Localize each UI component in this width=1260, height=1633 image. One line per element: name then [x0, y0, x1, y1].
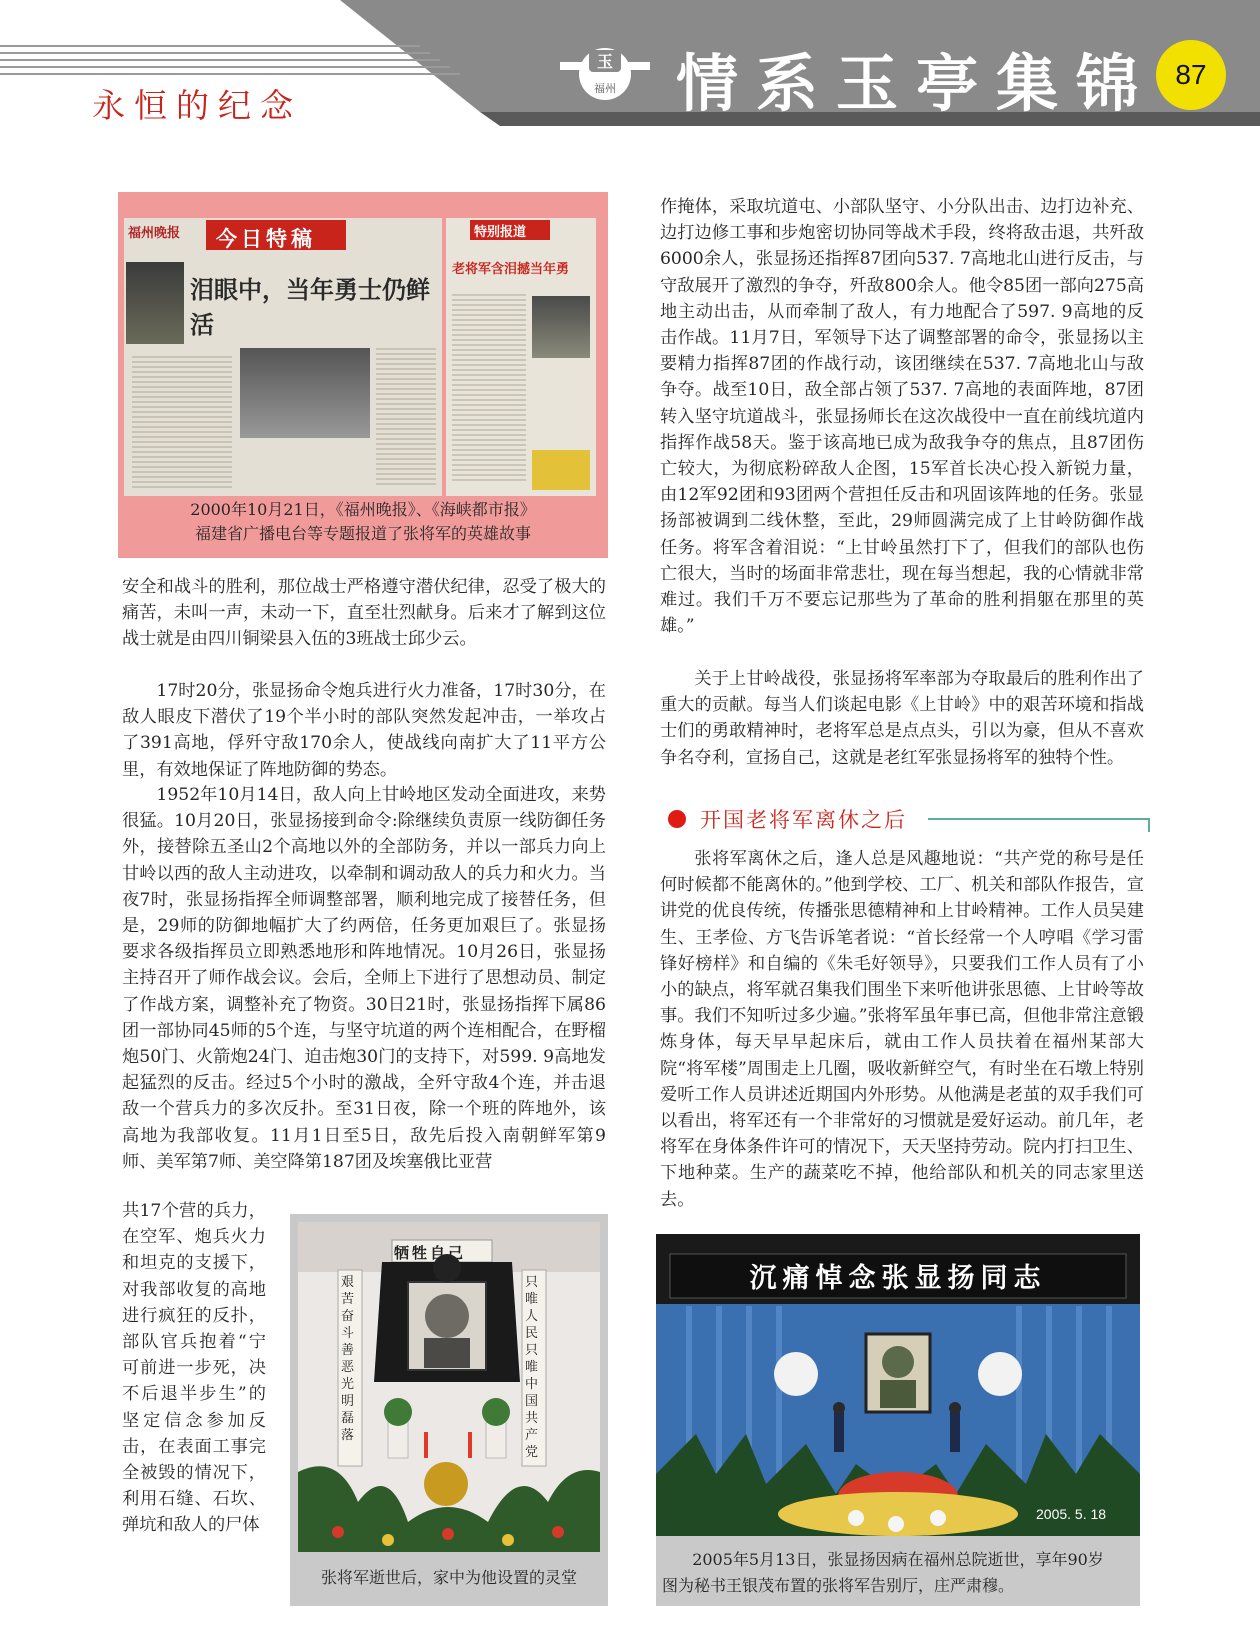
subheading: 开国老将军离休之后	[700, 808, 907, 832]
right-paragraph-2: 关于上甘岭战役，张显扬将军率部为夺取最后的胜利作出了重大的贡献。每当人们谈起电影《上甘岭》中的艰苦环境和指战士们的勇敢精神时，老将军总是点点头，引以为豪，但从不喜欢争名夺利，宣扬自己，这就是老红军张显扬将军的独特个性。	[660, 669, 1144, 768]
paper2-text-block	[452, 294, 526, 484]
logo-subtext: 福州	[594, 82, 616, 95]
left-paragraph-1: 安全和战斗的胜利，那位战士严格遵守潜伏纪律，忍受了极大的痛苦，未叫一声，未动一下，直至壮烈献身。后来才了解到这位战士就是由四川铜梁县入伍的3班战士邱少云。	[122, 577, 606, 650]
left-paragraph-3-tail: 共17个营的兵力，在空军、炮兵火力和坦克的支援下，对我部收复的高地进行疯狂的反扑，部队官兵抱着“宁可前进一步死，决不后退半步生”的坚定信念参加反击，在表面工事完全被毁的情况下，利用石缝、石坎、弹坑和敌人的尸体	[122, 1201, 266, 1536]
paper2-photo	[532, 296, 590, 358]
memorial-couplet-left: 艰苦奋斗善恶光明磊落	[341, 1275, 355, 1443]
funeral-caption-line1: 2005年5月13日，张显扬因病在福州总院逝世，享年90岁	[692, 1550, 1104, 1569]
subheading-rule	[928, 818, 1150, 820]
subheading-bullet-icon	[668, 810, 686, 828]
memorial-home-caption: 张将军逝世后，家中为他设置的灵堂	[320, 1568, 577, 1587]
left-paragraph-3: 1952年10月14日，敌人向上甘岭地区发动全面进攻，来势很猛。10月20日，张显扬接到命令:除继续负责原一线防御任务外，接替除五圣山2个高地以外的全部防务，并以一部兵力向上甘岭以西的敌人主动进攻，以牵制和调动敌人的兵力和火力。当夜7时，张显扬指挥全师调整部署，顺利地完成了接替任务，但是，29师的防御地幅扩大了约两倍，任务更加艰巨了。张显扬要求各级指挥员立即熟悉地形和阵地情况。10月26日，张显扬主持召开了师作战会议。会后，全师上下进行了思想动员、制定了作战方案，调整补充了物资。30日21时，张显扬指挥下属86团一部协同45师的5个连，与坚守坑道的两个连相配合，在野榴炮50门、火箭炮24门、迫击炮30门的支持下，对599. 9高地发起猛烈的反击。经过5个小时的激战，全歼守敌4个连，并击退敌一个营兵力的多次反扑。至31日夜，除一个班的阵地外，该高地为我部收复。11月1日至5日，敌先后投入南朝鲜军第9师、美军第7师、美空降第187团及埃塞俄比亚营	[122, 785, 606, 1172]
right-paragraph-3: 张将军离休之后，逢人总是风趣地说：“共产党的称号是任何时候都不能离休的。”他到学校、工厂、机关和部队作报告，宣讲党的优良传统，传播张思德精神和上甘岭精神。工作人员吴建生、王孝俭、方飞告诉笔者说：“首长经常一个人哼唱《学习雷锋好榜样》和自编的《朱毛好领导》，只要我们工作人员有了小小的缺点，将军就召集我们围坐下来听他讲张思德、上甘岭等故事。我们不知听过多少遍。”张将军虽年事已高，但他非常注意锻炼身体，每天早早起床后，就由工作人员扶着在福州某部大院“将军楼”周围走上几圈，吸收新鲜空气，有时坐在石墩上特别爱听工作人员讲述近期国内外形势。从他满是老茧的双手我们可以看出，将军还有一个非常好的习惯就是爱好运动。前几年，老将军在身体条件许可的情况下，天天坚持劳动。院内打扫卫生、下地种菜。生产的蔬菜吃不掉，他给部队和机关的同志家里送去。	[660, 849, 1144, 1210]
newspaper-photo-frame	[118, 192, 608, 558]
subheading-rule-end	[1148, 818, 1150, 832]
brand-title: 情系玉亭集锦	[676, 47, 1157, 120]
funeral-date-stamp: 2005. 5. 18	[1036, 1506, 1107, 1522]
paper1-photo	[240, 348, 370, 438]
funeral-caption-line2: 图为秘书王银茂布置的张将军告别厅，庄严肃穆。	[662, 1576, 1015, 1595]
paper2-ad	[532, 450, 590, 490]
logo-text: 玉	[596, 52, 614, 71]
newspaper-fuzhou-evening	[124, 218, 442, 496]
paper2-headline: 老将军含泪撼当年勇	[452, 262, 570, 277]
memorial-plaque: 牺牲自己	[394, 1244, 467, 1262]
page-number: 87	[1156, 40, 1226, 110]
section-title: 永恒的纪念	[92, 86, 302, 125]
paper1-text-block	[132, 356, 232, 488]
paper1-text-block-right	[376, 348, 436, 488]
memorial-couplet-right: 只唯人民只唯中国共产党	[525, 1275, 539, 1460]
paper1-masthead: 福州晚报	[128, 226, 181, 241]
newspaper-caption-line2: 福建省广播电台等专题报道了张将军的英雄故事	[194, 524, 531, 543]
yuting-logo-icon	[560, 40, 650, 110]
paper1-portrait	[126, 262, 184, 344]
paper1-headline: 泪眼中，当年勇士仍鲜活	[190, 276, 430, 339]
right-paragraph-1: 作掩体，采取坑道屯、小部队坚守、小分队出击、边打边补充、边打边修工事和步炮密切协同等战术手段，终将敌击退，共歼敌6000余人，张显扬还指挥87团向537. 7高地北山进行反击，与守敌展开了激烈的争夺，歼敌800余人。他令85团一部向275高地主动出击，从而牵制了敌人，有力地配合了597. 9高地的反击作战。11月7日，军领导下达了调整部署的命令，张显扬以主要精力指挥87团的作战行动，该团继续在537. 7高地北山与敌争夺。战至10日，敌全部占领了537. 7高地的表面阵地，87团转入坚守坑道战斗，张显扬师长在这次战役中一直在前线坑道内指挥作战58天。鉴于该高地已成为敌我争夺的焦点，且87团伤亡较大，为彻底粉碎敌人企图，15军首长决心投入新锐力量，由12军92团和93团两个营担任反击和巩固该阵地的任务。张显扬部被调到二线休整，至此，29师圆满完成了上甘岭防御作战任务。将军含着泪说：“上甘岭虽然打下了，但我们的部队也伤亡很大，当时的场面非常悲壮，现在每当想起，我的心情就非常难过。我们千万不要忘记那些为了革命的胜利捐躯在那里的英雄。”	[660, 197, 1144, 637]
memorial-home-photo-frame	[290, 1214, 608, 1606]
newspaper-caption-line1: 2000年10月21日，《福州晚报》、《海峡都市报》	[190, 500, 536, 519]
paper2-banner: 特别报道	[474, 225, 527, 240]
left-paragraph-2: 17时20分，张显扬命令炮兵进行火力准备，17时30分，在敌人眼皮下潜伏了19个半小时的部队突然发起冲击，一举攻占了391高地，俘歼守敌170余人，使战线向南扩大了11平方公里，有效地保证了阵地防御的势态。	[122, 681, 606, 780]
funeral-hall-photo-frame	[656, 1234, 1140, 1606]
funeral-banner: 沉痛悼念张显扬同志	[749, 1263, 1047, 1294]
paper1-banner: 今日特稿	[216, 227, 316, 251]
newspaper-straits-metro	[446, 218, 596, 496]
